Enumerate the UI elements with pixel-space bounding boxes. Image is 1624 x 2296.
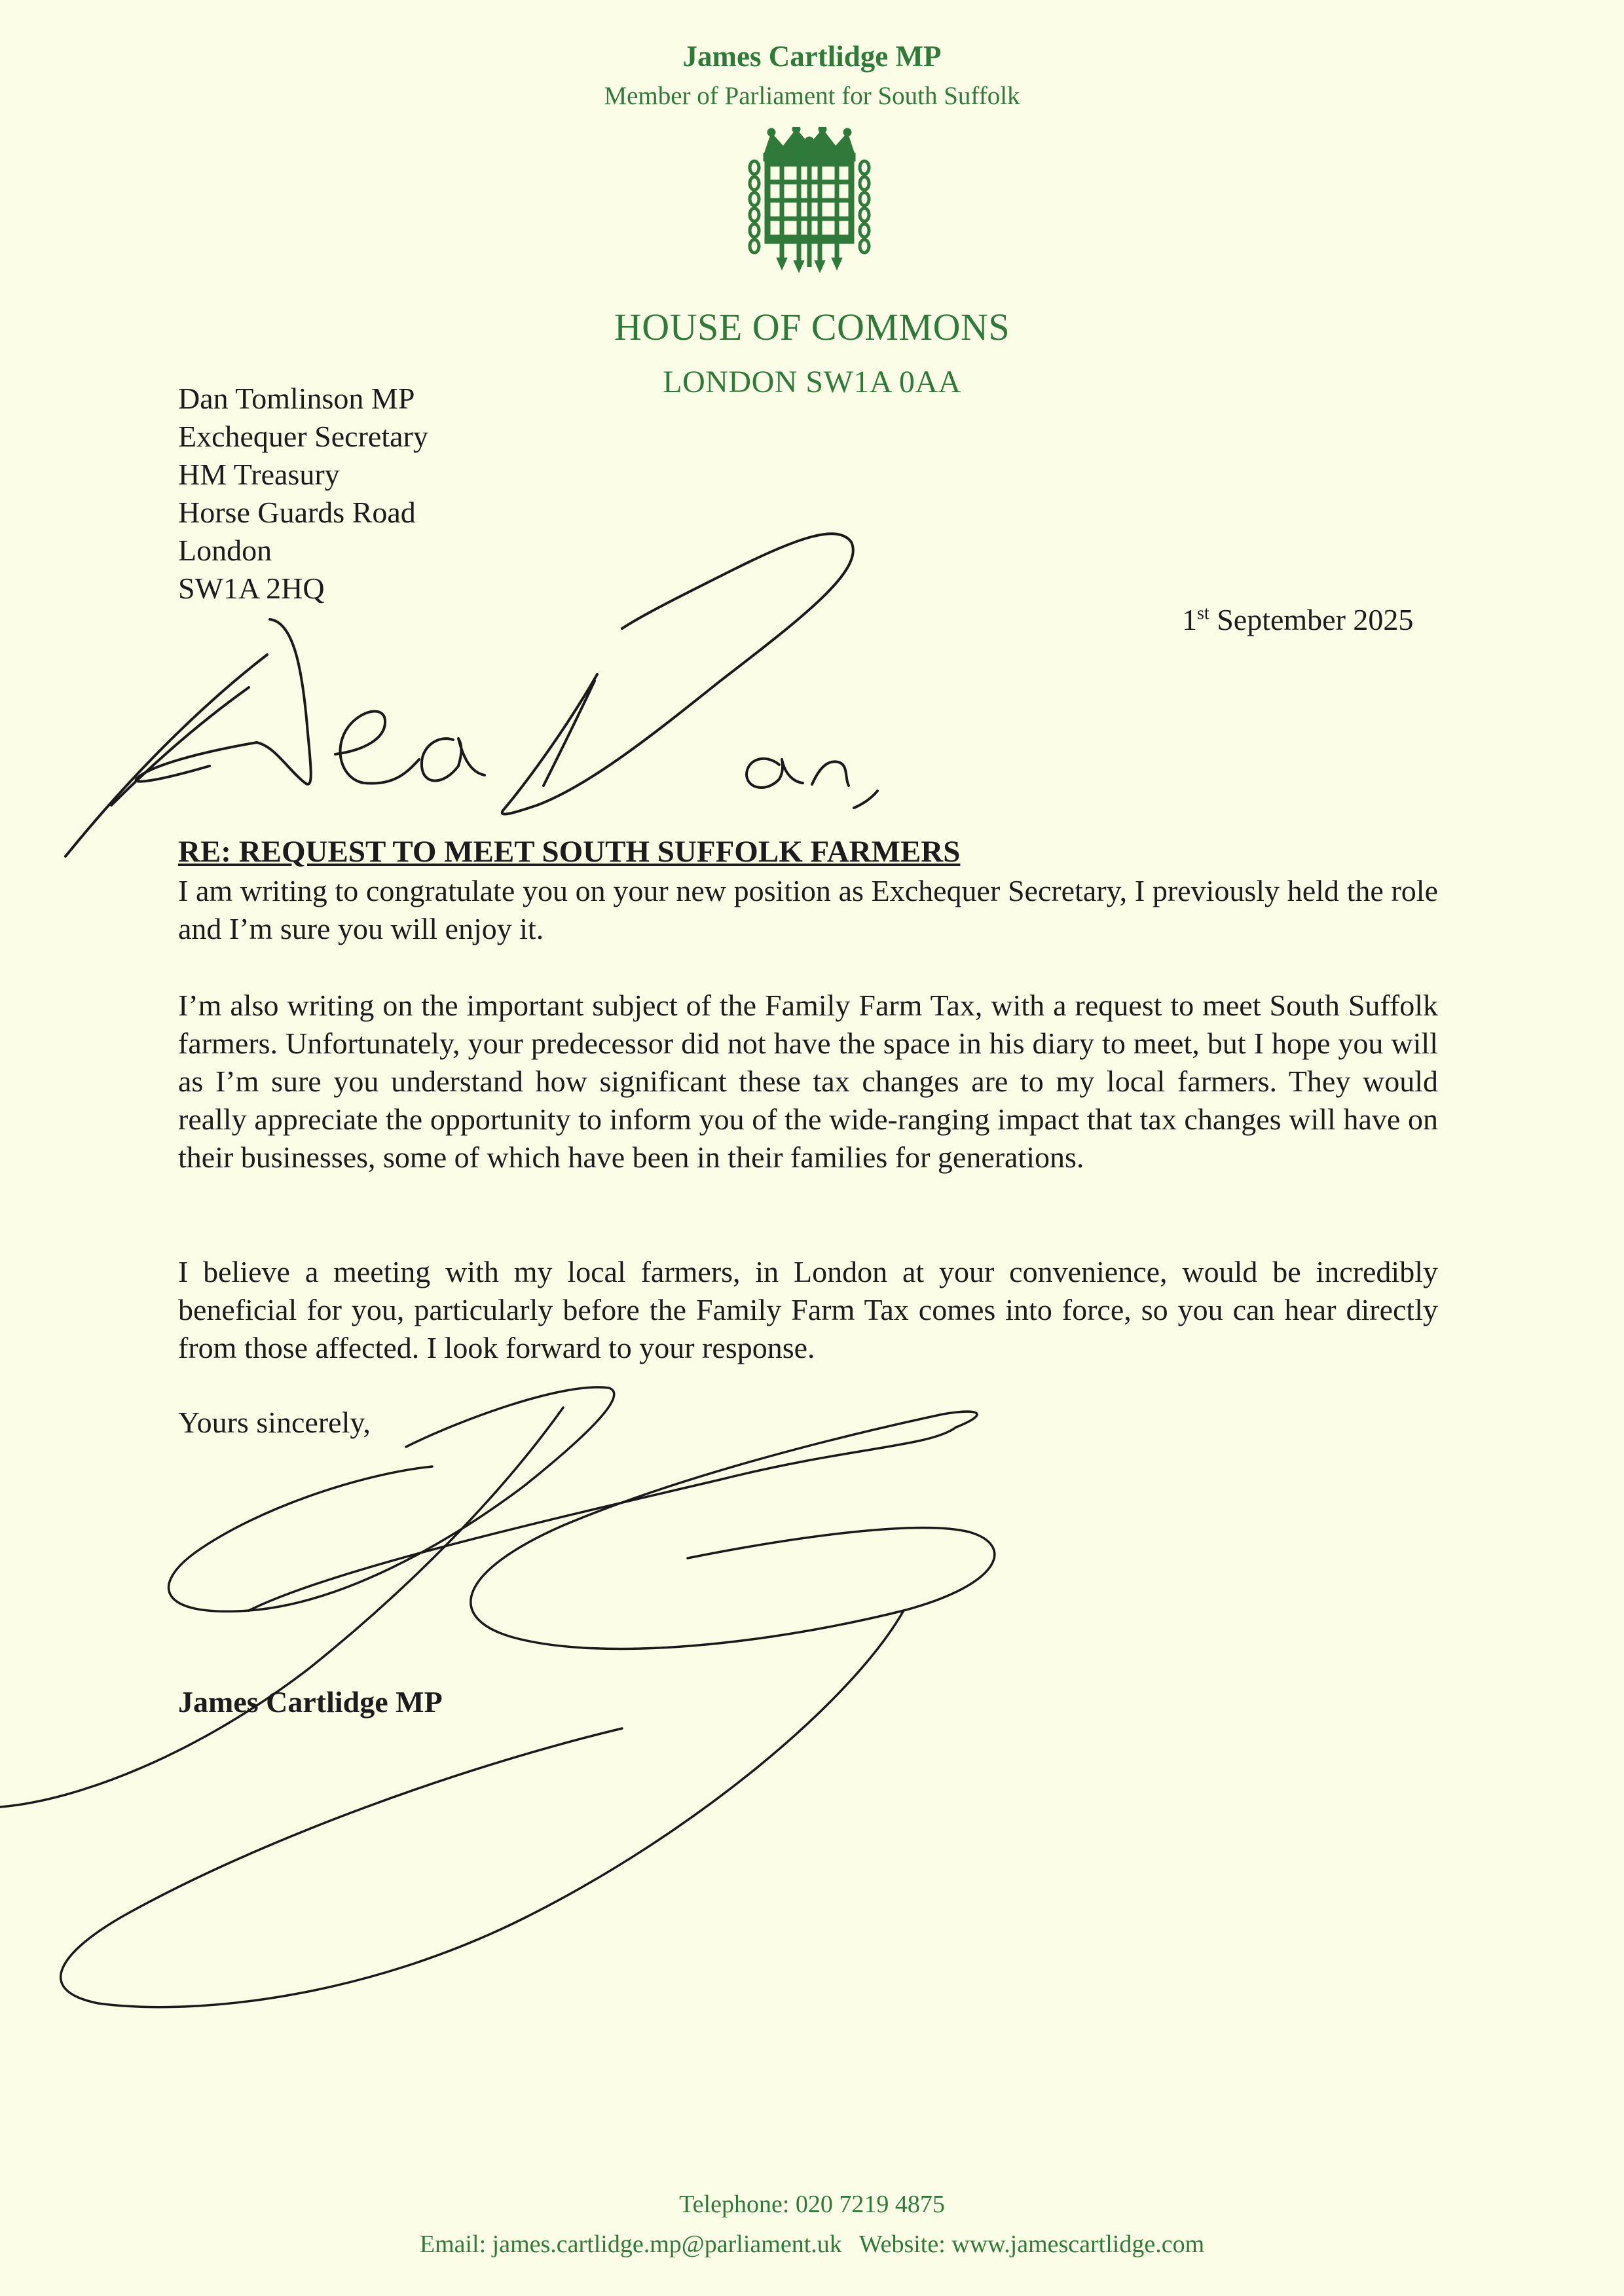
address-line: SW1A 2HQ — [178, 572, 325, 605]
letterhead-subtitle: Member of Parliament for South Suffolk — [604, 82, 1020, 110]
date-day: 1 — [1182, 603, 1197, 636]
letterhead-house: HOUSE OF COMMONS — [614, 306, 1010, 348]
footer-contact — [0, 2230, 1624, 2259]
letter-subject: RE: REQUEST TO MEET SOUTH SUFFOLK FARMERS — [178, 835, 961, 869]
address-line: London — [178, 534, 272, 567]
recipient-address — [178, 380, 428, 608]
address-line: Horse Guards Road — [178, 496, 416, 529]
letter-date — [1182, 602, 1413, 637]
date-rest: September 2025 — [1209, 603, 1414, 636]
body-paragraph: I am writing to congratulate you on your new position as Exchequer Secretary, I previously held the role and I’m sure you will enjoy it. — [178, 874, 1438, 945]
address-line: Exchequer Secretary — [178, 420, 428, 453]
closing: Yours sincerely, — [178, 1406, 371, 1439]
footer-email[interactable]: Email: james.cartlidge.mp@parliament.uk — [419, 2231, 842, 2258]
letterhead-name: James Cartlidge MP — [682, 40, 942, 73]
portcullis-icon — [745, 127, 874, 274]
date-suffix: st — [1197, 603, 1209, 624]
signoff-name: James Cartlidge MP — [178, 1685, 443, 1719]
address-line: HM Treasury — [178, 458, 340, 491]
footer-website[interactable]: Website: www.jamescartlidge.com — [858, 2231, 1205, 2258]
body-paragraph: I’m also writing on the important subject of the Family Farm Tax, with a request to meet South Suffolk farmers. Unfortunately, your predecessor did not have the space in his diary to meet, but I hope you will as I’m sure you understand how significant these tax changes are to my local farmers. They would really appreciate the opportunity to inform you of the wide-ranging impact that tax changes will have on their businesses, some of which have been in their families for generations. — [178, 989, 1438, 1174]
address-line: Dan Tomlinson MP — [178, 382, 415, 415]
letterhead-city: LONDON SW1A 0AA — [663, 365, 961, 399]
body-paragraph: I believe a meeting with my local farmers, in London at your convenience, would be incredibly beneficial for you, particularly before the Family Farm Tax comes into force, so you can hear directly from those affected. I look forward to your response. — [178, 1255, 1438, 1364]
footer-telephone: Telephone: 020 7219 4875 — [679, 2191, 945, 2218]
